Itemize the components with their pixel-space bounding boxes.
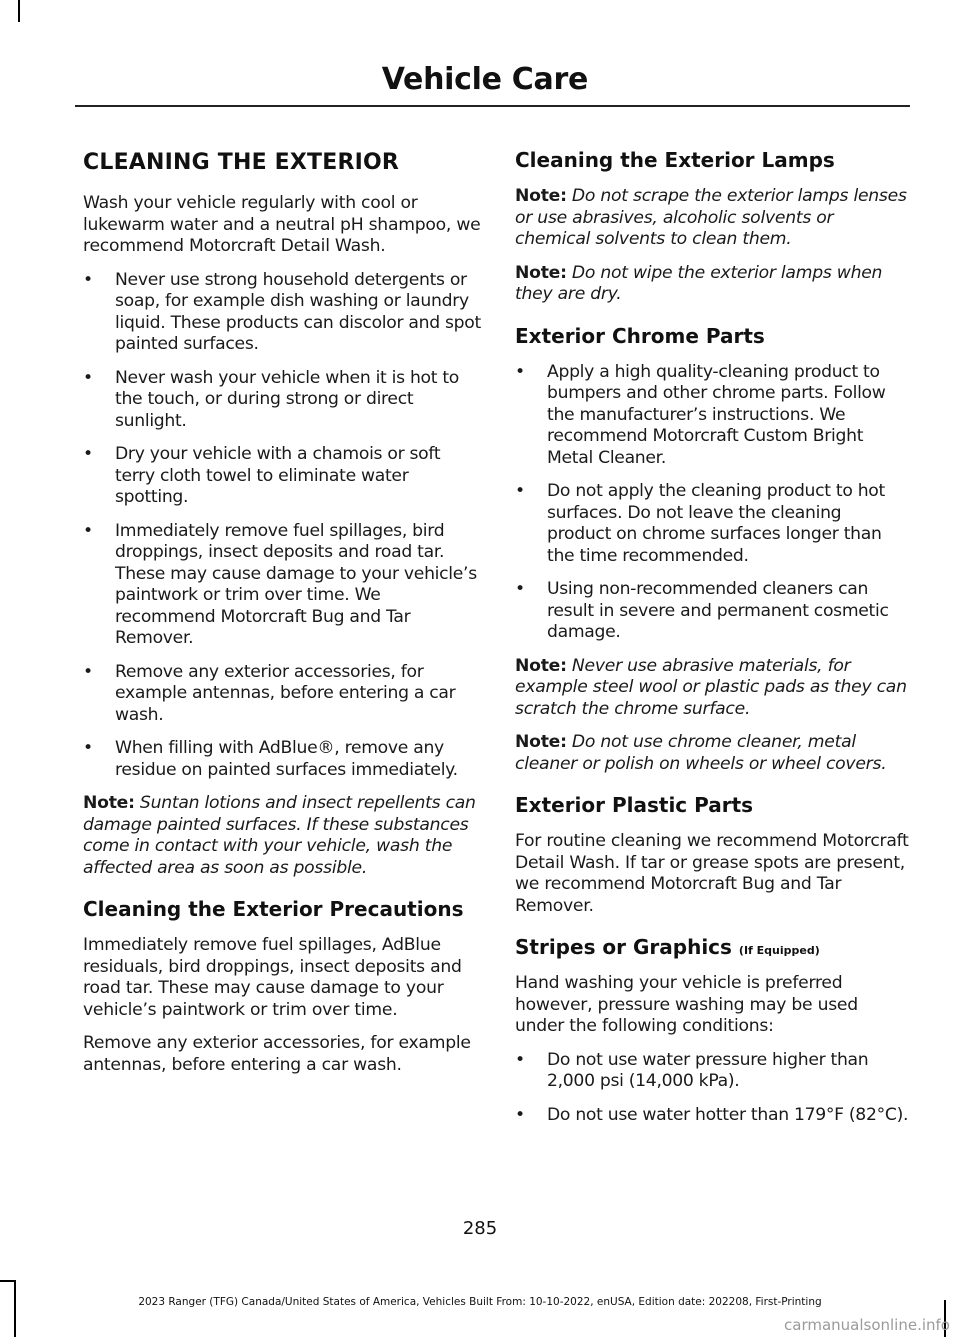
watermark: carmanualsonline.info — [784, 1316, 950, 1334]
list-item: • Never use strong household detergents or soap, for example dish washing or laundry liquid. These products can discolor and spot painted surfaces. — [83, 269, 481, 354]
precautions-paragraph-1: Immediately remove fuel spillages, AdBlue residuals, bird droppings, insect deposits and road tar. These may cause damage to your vehicle’s paintwork or trim over time. — [83, 935, 462, 1020]
header-divider — [75, 105, 910, 107]
section-heading-cleaning-exterior: CLEANING THE EXTERIOR — [83, 150, 400, 175]
list-item: • Remove any exterior accessories, for example antennas, before entering a car wash. — [83, 661, 456, 725]
right-column — [515, 140, 909, 1138]
note-suntan: Note: Suntan lotions and insect repellents can damage painted surfaces. If these substances come in contact with your vehicle, wash the affected area as soon as possible. — [83, 793, 476, 878]
bullet-icon: • — [83, 520, 93, 541]
subheading-stripes-graphics: Stripes or Graphics (If Equipped) — [515, 935, 820, 959]
crop-mark-top-left — [18, 0, 20, 22]
bullet-icon: • — [515, 579, 525, 599]
list-item: • When filling with AdBlue®, remove any residue on painted surfaces immediately. — [83, 738, 458, 780]
list-item: • Never wash your vehicle when it is hot to the touch, or during strong or direct sunlight. — [83, 367, 460, 431]
chrome-bullet-list — [515, 362, 909, 644]
cleaning-bullet-list — [83, 270, 483, 782]
bullet-icon: • — [83, 444, 93, 464]
left-column — [83, 140, 483, 1088]
note-chrome-abrasive: Note: Never use abrasive materials, for example steel wool or plastic pads as they can scratch the chrome surface. — [515, 655, 907, 719]
crop-mark-bottom-left-h — [0, 1280, 14, 1282]
plastic-paragraph: For routine cleaning we recommend Motorcraft Detail Wash. If tar or grease spots are present, we recommend Motorcraft Bug and Tar Remover. — [515, 831, 909, 916]
bullet-icon: • — [515, 1049, 525, 1070]
bullet-icon: • — [83, 367, 93, 388]
list-item: • Do not use water pressure higher than 2,000 psi (14,000 kPa). — [515, 1049, 869, 1091]
precautions-paragraph-2: Remove any exterior accessories, for example antennas, before entering a car wash. — [83, 1033, 471, 1075]
note-chrome-wheels: Note: Do not use chrome cleaner, metal cleaner or polish on wheels or wheel covers. — [515, 732, 887, 774]
list-item: • Apply a high quality-cleaning product to bumpers and other chrome parts. Follow the manufacturer’s instructions. We recommend Motorcraft Custom Bright Metal Cleaner. — [515, 361, 886, 468]
list-item: • Immediately remove fuel spillages, bird droppings, insect deposits and road tar. These may cause damage to your vehicle’s paintwork or trim over time. We recommend Motorcraft Bug and Tar Remover. — [83, 520, 477, 648]
if-equipped-label: (If Equipped) — [738, 944, 820, 957]
bullet-icon: • — [515, 361, 525, 382]
subheading-precautions: Cleaning the Exterior Precautions — [83, 897, 464, 921]
list-item: • Do not apply the cleaning product to hot surfaces. Do not leave the cleaning product on chrome surfaces longer than the time recommended. — [515, 481, 885, 566]
note-lamps-wipe: Note: Do not wipe the exterior lamps when they are dry. — [515, 262, 883, 304]
bullet-icon: • — [83, 738, 93, 758]
list-item: • Dry your vehicle with a chamois or soft terry cloth towel to eliminate water spotting. — [83, 444, 441, 507]
bullet-icon: • — [83, 661, 93, 682]
bullet-icon: • — [515, 481, 525, 501]
crop-mark-bottom-left — [14, 1280, 16, 1337]
footer-edition-info: 2023 Ranger (TFG) Canada/United States of America, Vehicles Built From: 10-10-2022, enUSA, Edition date: 202208, First-Printing — [138, 1296, 822, 1308]
stripes-bullet-list — [515, 1050, 909, 1127]
bullet-icon: • — [83, 269, 93, 290]
bullet-icon: • — [515, 1104, 525, 1125]
page-header-title: Vehicle Care — [381, 62, 588, 97]
intro-paragraph: Wash your vehicle regularly with cool or lukewarm water and a neutral pH shampoo, we recommend Motorcraft Detail Wash. — [83, 193, 481, 256]
list-item: • Do not use water hotter than 179°F (82°C). — [515, 1104, 909, 1125]
stripes-paragraph: Hand washing your vehicle is preferred however, pressure washing may be used under the following conditions: — [515, 973, 858, 1036]
note-lamps-scrape: Note: Do not scrape the exterior lamps lenses or use abrasives, alcoholic solvents or chemical solvents to clean them. — [515, 186, 907, 249]
subheading-exterior-lamps: Cleaning the Exterior Lamps — [515, 148, 835, 172]
subheading-chrome-parts: Exterior Chrome Parts — [515, 323, 765, 348]
page-number: 285 — [462, 1218, 498, 1239]
list-item: • Using non-recommended cleaners can result in severe and permanent cosmetic damage. — [515, 579, 889, 642]
subheading-plastic-parts: Exterior Plastic Parts — [515, 793, 754, 817]
